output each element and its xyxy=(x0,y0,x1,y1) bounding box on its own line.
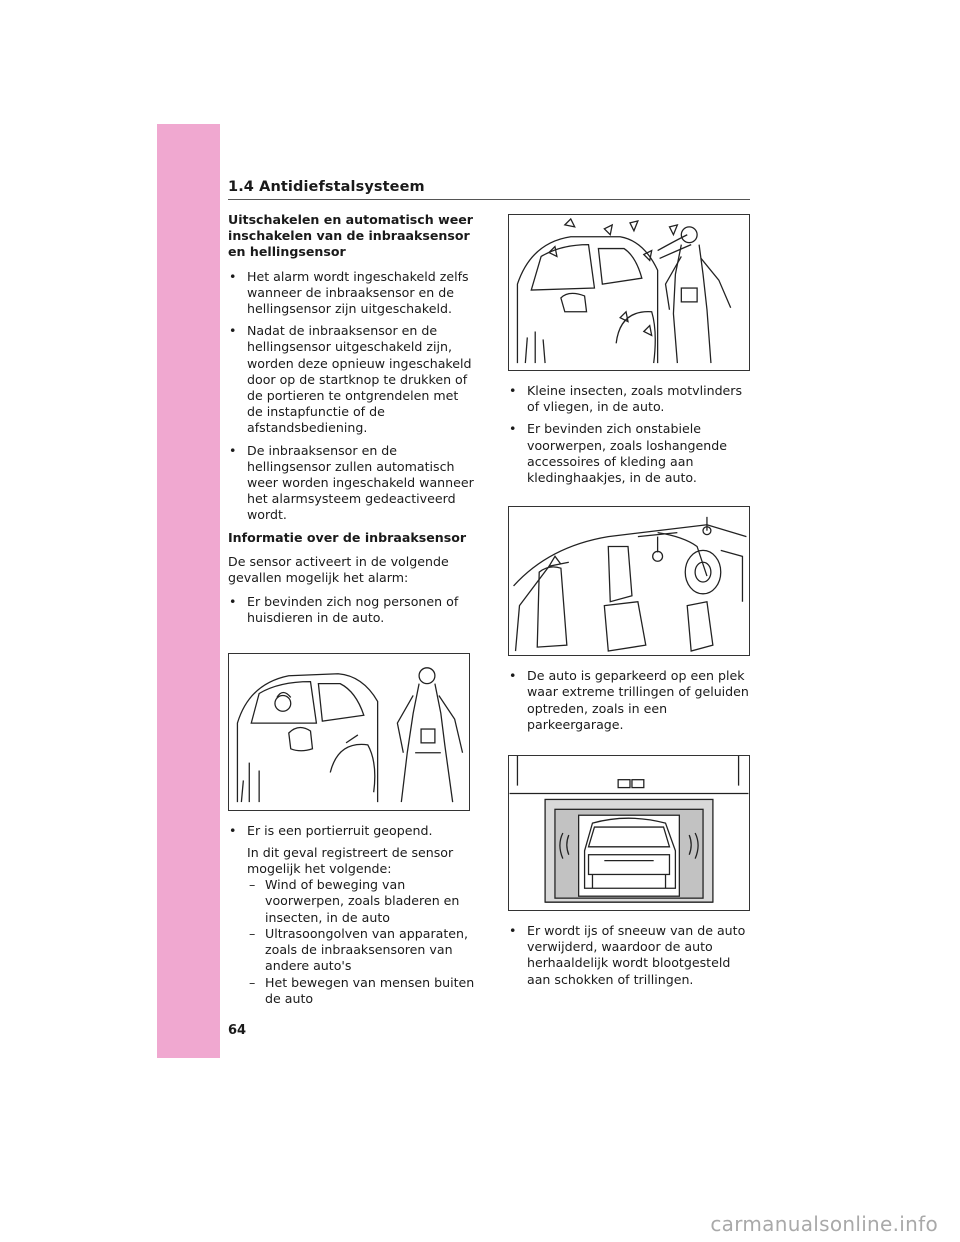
illustration-leaves-and-insects xyxy=(508,214,750,371)
illustration-dog-in-car xyxy=(228,653,470,811)
section-title: 1.4 Antidiefstalsysteem xyxy=(228,179,425,195)
right-column xyxy=(508,214,753,994)
watermark-logo: carmanualsonline.info xyxy=(710,1212,938,1236)
intro-paragraph: De sensor activeert in de volgende gevallen mogelijk het alarm: xyxy=(228,553,449,586)
list-item: • De inbraaksensor en de hellingsensor zullen automatisch weer worden ingeschakeld wanneer het alarmsysteem gedeactiveerd wordt. xyxy=(228,443,476,524)
list-item: • Het alarm wordt ingeschakeld zelfs wanneer de inbraaksensor en de hellingsensor zijn uitgeschakeld. xyxy=(228,269,476,318)
heading-intrusion-sensor-info: Informatie over de inbraaksensor xyxy=(228,529,467,545)
leaves-car-drawing xyxy=(509,215,749,370)
left-column xyxy=(228,212,476,1007)
dog-car-drawing xyxy=(229,654,469,810)
heading-disable-sensors: Uitschakelen en automatisch weer inschakelen van de inbraaksensor en hellingsensor xyxy=(228,212,473,260)
list-item: • Nadat de inbraaksensor en de hellingsensor uitgeschakeld zijn, worden deze opnieuw ingeschakeld door op de startknop te drukken of de portieren te ontgrendelen met de instapfunctie of de afstandsbediening. xyxy=(228,323,476,436)
list-item: • Er bevinden zich onstabiele voorwerpen, zoals loshangende accessoires of kleding aan kledinghaakjes, in de auto. xyxy=(508,421,753,486)
section-divider xyxy=(228,199,750,200)
list-item: – Wind of beweging van voorwerpen, zoals bladeren en insecten, in de auto xyxy=(247,877,476,926)
list-item: • Er bevinden zich nog personen of huisdieren in de auto. xyxy=(228,594,476,626)
list-item: • Kleine insecten, zoals motvlinders of vliegen, in de auto. xyxy=(508,383,753,415)
illustration-parking-garage xyxy=(508,755,750,911)
illustration-hanging-objects xyxy=(508,506,750,656)
list-item: • Er wordt ijs of sneeuw van de auto verwijderd, waardoor de auto herhaaldelijk wordt blootgesteld aan schokken of trillingen. xyxy=(508,923,753,988)
window-explanation: In dit geval registreert de sensor mogelijk het volgende: xyxy=(247,844,454,877)
car-interior-drawing xyxy=(509,507,749,655)
garage-drawing xyxy=(509,756,749,910)
dash-list xyxy=(228,877,476,1007)
list-item: • Er is een portierruit geopend. xyxy=(228,823,476,839)
list-item: – Ultrasoongolven van apparaten, zoals de inbraaksensoren van andere auto's xyxy=(247,926,476,975)
chapter-tab-band xyxy=(157,124,220,1058)
page-number: 64 xyxy=(228,1023,247,1038)
list-item: – Het bewegen van mensen buiten de auto xyxy=(247,975,476,1007)
list-item: • De auto is geparkeerd op een plek waar extreme trillingen of geluiden optreden, zoals in een parkeergarage. xyxy=(508,668,753,733)
